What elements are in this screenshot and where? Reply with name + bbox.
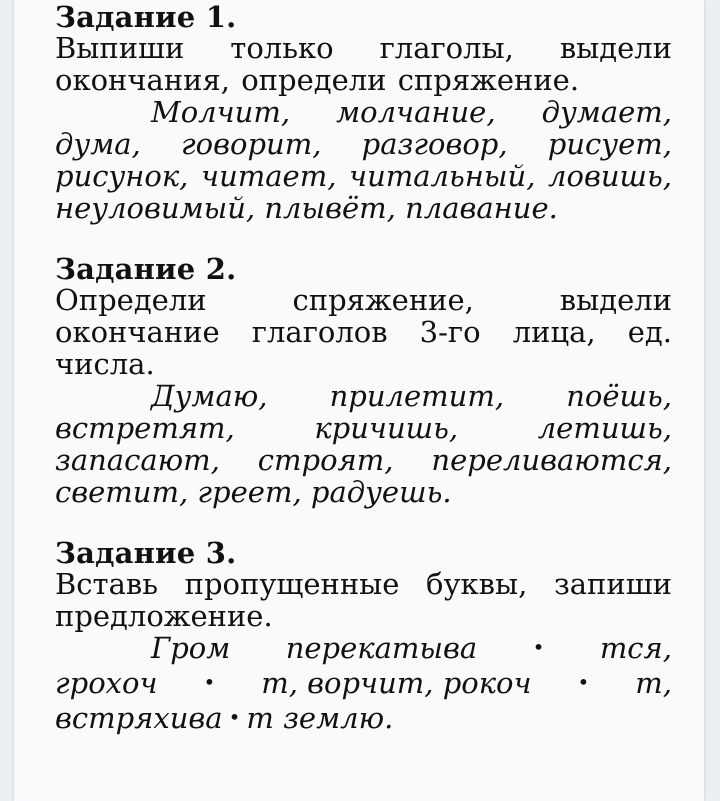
task-title: Задание 1. [55,0,237,34]
task-sentence [55,632,672,737]
task-1 [55,2,672,224]
sentence-fragment: встряхива [55,701,223,735]
sentence-line [55,702,672,737]
blank-dot-icon: • [577,670,590,694]
sentence-fragment: т, [635,666,672,700]
sentence-fragment: т землю. [246,701,394,735]
sentence-fragment: тся, [599,631,672,665]
blank-dot-icon: • [532,635,545,659]
sentence-fragment: т, ворчит, рокоч [261,666,532,700]
sentence-fragment: перекатыва [285,631,478,665]
blank-dot-icon: • [203,670,216,694]
task-title: Задание 3. [55,536,237,570]
sentence-line [55,667,672,702]
task-instruction: Вставь пропущенные буквы, запиши предложение. [55,567,672,633]
task-instruction: Выпиши только глаголы, выдели окончания, определи спряжение. [55,31,672,97]
document-content [55,2,672,767]
document-page [14,0,704,801]
sentence-line [55,632,672,667]
task-3 [55,538,672,737]
task-word-list: Молчит, молчание, думает, дума, говорит, разговор, рисует, рисунок, читает, читальный, ловишь, неуловимый, плывёт, плавание. [55,95,672,225]
task-title: Задание 2. [55,252,237,286]
task-instruction: Определи спряжение, выдели окончание глаголов 3-го лица, ед. числа. [55,283,672,381]
sentence-fragment: Гром [151,631,231,665]
blank-dot-icon: • [228,705,241,729]
task-2 [55,254,672,508]
task-word-list: Думаю, прилетит, поёшь, встретят, кричишь, летишь, запасают, строят, переливаются, светит, греет, радуешь. [55,379,672,509]
sentence-fragment: грохоч [55,666,158,700]
